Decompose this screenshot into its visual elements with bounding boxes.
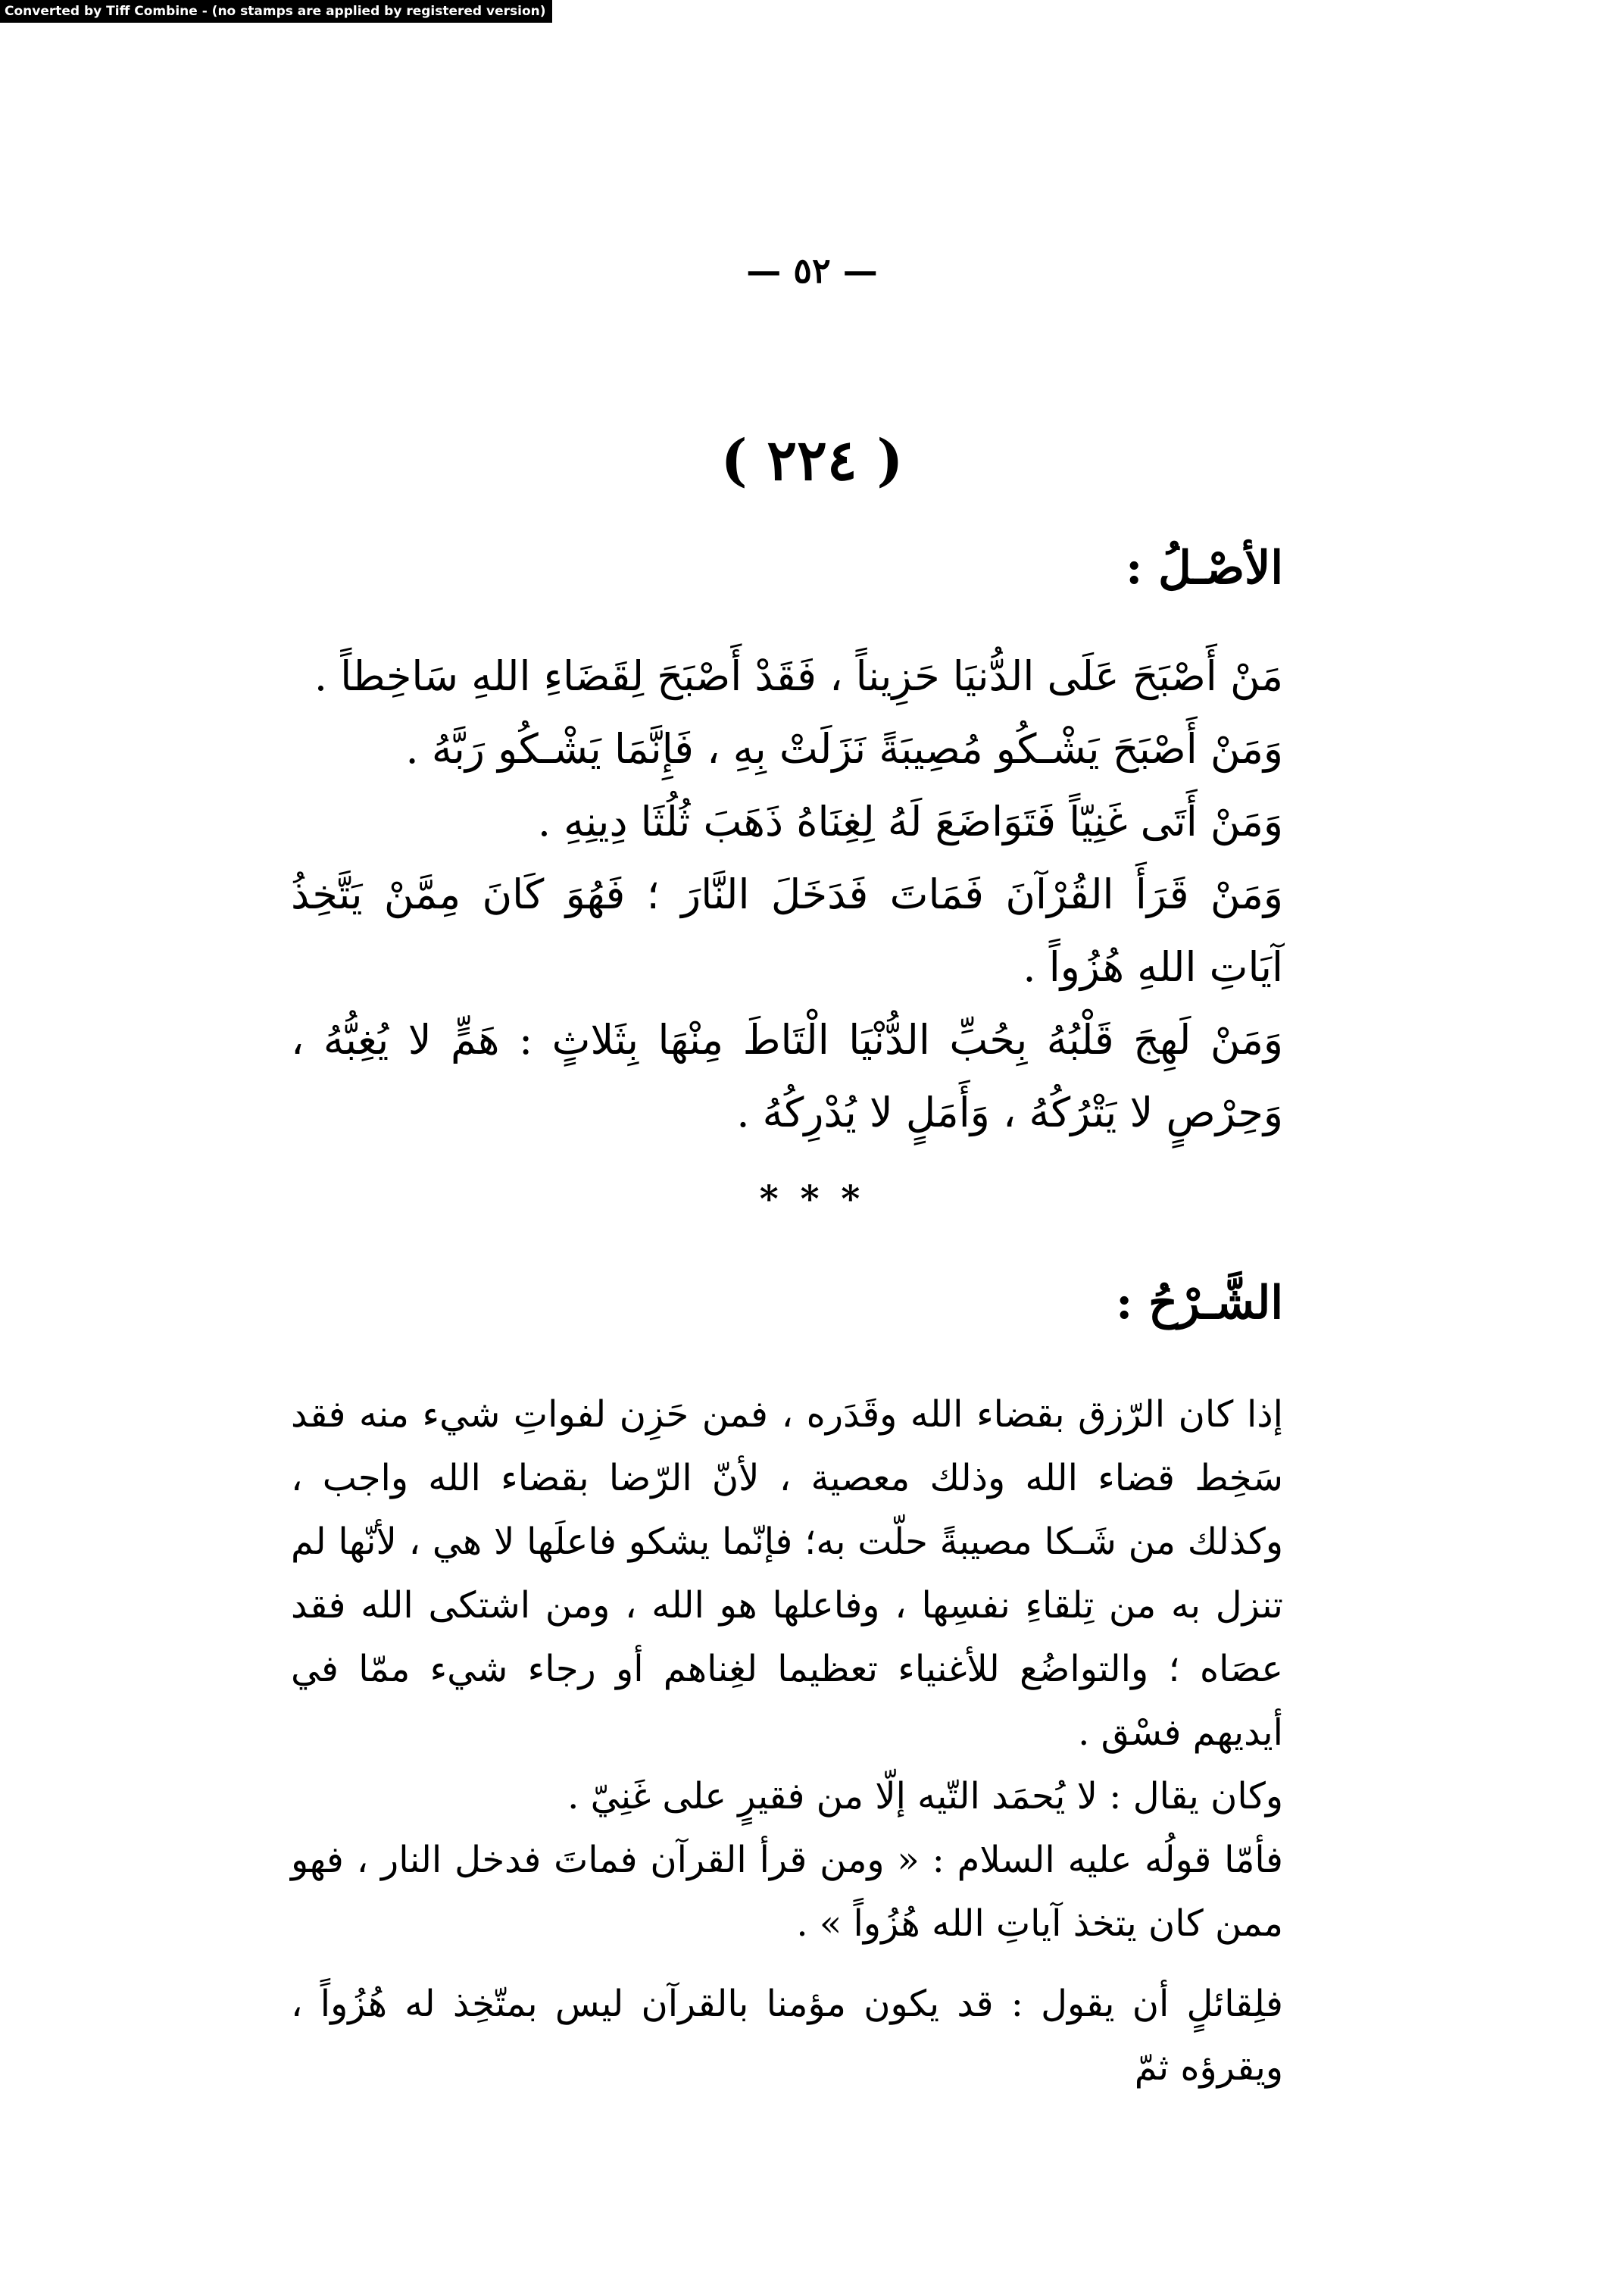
watermark-banner: Converted by Tiff Combine - (no stamps are applied by registered version) [0, 0, 552, 23]
asl-text [291, 640, 1283, 1149]
asl-heading: الأصْـلُ : [1126, 542, 1283, 595]
sharh-text [291, 1383, 1283, 2099]
page-number: — ٥٢ — [746, 250, 878, 291]
sharh-paragraph: إذا كان الرّزق بقضاء الله وقَدَره ، فمن حَزِن لفواتِ شيء منه فقد سَخِط قضاء الله وذلك معصية ، لأنّ الرّضا بقضاء الله واجب ، وكذلك من شَـكا مصيبةً حلّت به؛ فإنّما يشكو فاعلَها لا هي ، لأنّها لم تنزل به من تِلقاءِ نفسِها ، وفاعلها هو الله ، ومن اشتكى الله فقد عصَاه ؛ والتواضُع للأغنياء تعظيما لغِناهم أو رجاء شيء ممّا في أيديهم فسْق . [291, 1393, 1283, 1754]
section-number: ( ٢٢٤ ) [720, 428, 904, 493]
asl-line: وَمَنْ لَهِجَ قَلْبُهُ بِحُبِّ الدُّنْيَا الْتَاطَ مِنْهَا بِثَلاثٍ : هَمٍّ لا يُغِبُّهُ ، وَحِرْصٍ لا يَتْرُكُهُ ، وَأَمَلٍ لا يُدْرِكُهُ . [291, 1016, 1283, 1136]
section-separator: * * * [759, 1178, 865, 1221]
asl-line: وَمَنْ أَتَى غَنِيّاً فَتَوَاضَعَ لَهُ لِغِنَاهُ ذَهَبَ ثُلُثَا دِينِهِ . [537, 798, 1283, 845]
sharh-heading: الشَّـرْحُ : [1116, 1277, 1283, 1330]
sharh-paragraph: وكان يقال : لا يُحمَد التّيه إلّا من فقيرٍ على غَنِيّ . [567, 1775, 1283, 1817]
asl-line: وَمَنْ أَصْبَحَ يَشْـكُو مُصِيبَةً نَزَلَتْ بِهِ ، فَإِنَّمَا يَشْـكُو رَبَّهُ . [405, 725, 1283, 773]
asl-line: وَمَنْ قَرَأَ القُرْآنَ فَمَاتَ فَدَخَلَ النَّارَ ؛ فَهُوَ كَانَ مِمَّنْ يَتَّخِذُ آيَاتِ اللهِ هُزُواً . [291, 870, 1283, 991]
sharh-paragraph: فأمّا قولُه عليه السلام : « ومن قرأ القرآن فماتَ فدخل النار ، فهو ممن كان يتخذ آياتِ الله هُزُواً » . [291, 1839, 1283, 1945]
asl-line: مَنْ أَصْبَحَ عَلَى الدُّنيَا حَزِيناً ، فَقَدْ أَصْبَحَ لِقَضَاءِ اللهِ سَاخِطاً . [314, 652, 1283, 700]
sharh-paragraph: فلِقائلٍ أن يقول : قد يكون مؤمنا بالقرآن ليس بمتّخِذ له هُزُواً ، ويقرؤه ثمّ [291, 1983, 1283, 2089]
